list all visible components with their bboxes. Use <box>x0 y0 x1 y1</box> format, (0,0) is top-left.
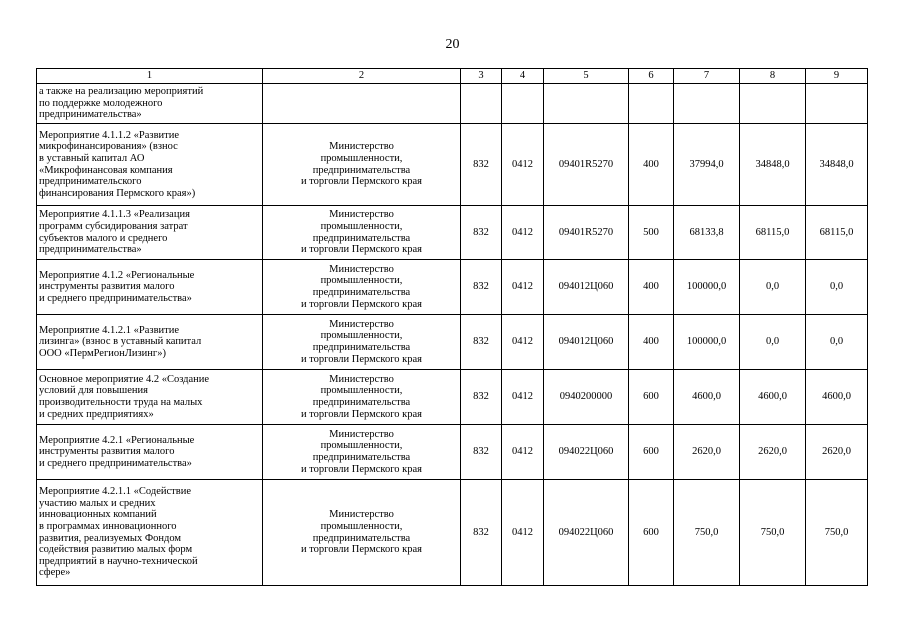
amount-year-2: 4600,0 <box>740 370 806 425</box>
responsible-executor: Министерство промышленности, предпринимательства и торговли Пермского края <box>263 425 461 480</box>
table-row <box>37 84 868 124</box>
amount-year-3: 0,0 <box>806 315 868 370</box>
table-row <box>37 206 868 260</box>
budget-table <box>36 68 868 586</box>
amount-year-2: 2620,0 <box>740 425 806 480</box>
amount-year-1 <box>674 84 740 124</box>
expense-type-code: 400 <box>629 315 674 370</box>
col-header: 7 <box>674 69 740 84</box>
expense-type-code <box>629 84 674 124</box>
target-article-code: 094022Ц060 <box>544 425 629 480</box>
target-article-code: 094012Ц060 <box>544 315 629 370</box>
measure-name: Мероприятие 4.1.1.2 «Развитие микрофинансирования» (взнос в уставный капитал АО «Микрофинансовая компания предпринимательского финансирования Пермского края») <box>37 124 263 206</box>
amount-year-3: 68115,0 <box>806 206 868 260</box>
responsible-executor: Министерство промышленности, предпринимательства и торговли Пермского края <box>263 480 461 586</box>
ministry-code: 832 <box>461 480 502 586</box>
measure-name: Мероприятие 4.2.1 «Региональные инструменты развития малого и среднего предпринимательства» <box>37 425 263 480</box>
amount-year-3: 0,0 <box>806 260 868 315</box>
measure-name: а также на реализацию мероприятий по поддержке молодежного предпринимательства» <box>37 84 263 124</box>
amount-year-2: 0,0 <box>740 260 806 315</box>
table-row <box>37 425 868 480</box>
section-code: 0412 <box>502 124 544 206</box>
section-code: 0412 <box>502 425 544 480</box>
section-code: 0412 <box>502 206 544 260</box>
responsible-executor: Министерство промышленности, предпринимательства и торговли Пермского края <box>263 124 461 206</box>
amount-year-3 <box>806 84 868 124</box>
ministry-code: 832 <box>461 206 502 260</box>
expense-type-code: 500 <box>629 206 674 260</box>
amount-year-1: 4600,0 <box>674 370 740 425</box>
amount-year-2: 34848,0 <box>740 124 806 206</box>
amount-year-1: 750,0 <box>674 480 740 586</box>
target-article-code: 094022Ц060 <box>544 480 629 586</box>
responsible-executor: Министерство промышленности, предпринимательства и торговли Пермского края <box>263 315 461 370</box>
responsible-executor: Министерство промышленности, предпринимательства и торговли Пермского края <box>263 206 461 260</box>
expense-type-code: 600 <box>629 370 674 425</box>
col-header: 2 <box>263 69 461 84</box>
table-row <box>37 370 868 425</box>
measure-name: Мероприятие 4.1.2 «Региональные инструменты развития малого и среднего предпринимательства» <box>37 260 263 315</box>
expense-type-code: 400 <box>629 124 674 206</box>
section-code <box>502 84 544 124</box>
table-row <box>37 315 868 370</box>
ministry-code: 832 <box>461 260 502 315</box>
amount-year-2 <box>740 84 806 124</box>
amount-year-3: 34848,0 <box>806 124 868 206</box>
expense-type-code: 400 <box>629 260 674 315</box>
col-header: 9 <box>806 69 868 84</box>
amount-year-3: 2620,0 <box>806 425 868 480</box>
measure-name: Мероприятие 4.1.2.1 «Развитие лизинга» (взнос в уставный капитал ООО «ПермРегионЛизинг») <box>37 315 263 370</box>
table-row <box>37 260 868 315</box>
ministry-code <box>461 84 502 124</box>
section-code: 0412 <box>502 370 544 425</box>
target-article-code: 094012Ц060 <box>544 260 629 315</box>
measure-name: Мероприятие 4.1.1.3 «Реализация программ субсидирования затрат субъектов малого и среднего предпринимательства» <box>37 206 263 260</box>
amount-year-3: 750,0 <box>806 480 868 586</box>
col-header: 5 <box>544 69 629 84</box>
section-code: 0412 <box>502 480 544 586</box>
col-header: 3 <box>461 69 502 84</box>
amount-year-1: 68133,8 <box>674 206 740 260</box>
table-row <box>37 124 868 206</box>
measure-name: Основное мероприятие 4.2 «Создание условий для повышения производительности труда на малых и средних предприятиях» <box>37 370 263 425</box>
measure-name: Мероприятие 4.2.1.1 «Содействие участию малых и средних инновационных компаний в программах инновационного развития, реализуемых Фондом содействия развитию малых форм предприятий в научно-технической сфере» <box>37 480 263 586</box>
ministry-code: 832 <box>461 124 502 206</box>
table-row <box>37 480 868 586</box>
target-article-code: 09401R5270 <box>544 124 629 206</box>
amount-year-1: 37994,0 <box>674 124 740 206</box>
responsible-executor <box>263 84 461 124</box>
amount-year-2: 68115,0 <box>740 206 806 260</box>
expense-type-code: 600 <box>629 480 674 586</box>
amount-year-1: 2620,0 <box>674 425 740 480</box>
section-code: 0412 <box>502 315 544 370</box>
amount-year-2: 750,0 <box>740 480 806 586</box>
target-article-code: 0940200000 <box>544 370 629 425</box>
section-code: 0412 <box>502 260 544 315</box>
responsible-executor: Министерство промышленности, предпринимательства и торговли Пермского края <box>263 260 461 315</box>
ministry-code: 832 <box>461 370 502 425</box>
col-header: 6 <box>629 69 674 84</box>
responsible-executor: Министерство промышленности, предпринимательства и торговли Пермского края <box>263 370 461 425</box>
col-header: 1 <box>37 69 263 84</box>
amount-year-1: 100000,0 <box>674 260 740 315</box>
amount-year-2: 0,0 <box>740 315 806 370</box>
target-article-code: 09401R5270 <box>544 206 629 260</box>
ministry-code: 832 <box>461 315 502 370</box>
page-number: 20 <box>445 37 460 52</box>
ministry-code: 832 <box>461 425 502 480</box>
header-row <box>37 69 868 84</box>
amount-year-3: 4600,0 <box>806 370 868 425</box>
target-article-code <box>544 84 629 124</box>
amount-year-1: 100000,0 <box>674 315 740 370</box>
col-header: 4 <box>502 69 544 84</box>
expense-type-code: 600 <box>629 425 674 480</box>
col-header: 8 <box>740 69 806 84</box>
